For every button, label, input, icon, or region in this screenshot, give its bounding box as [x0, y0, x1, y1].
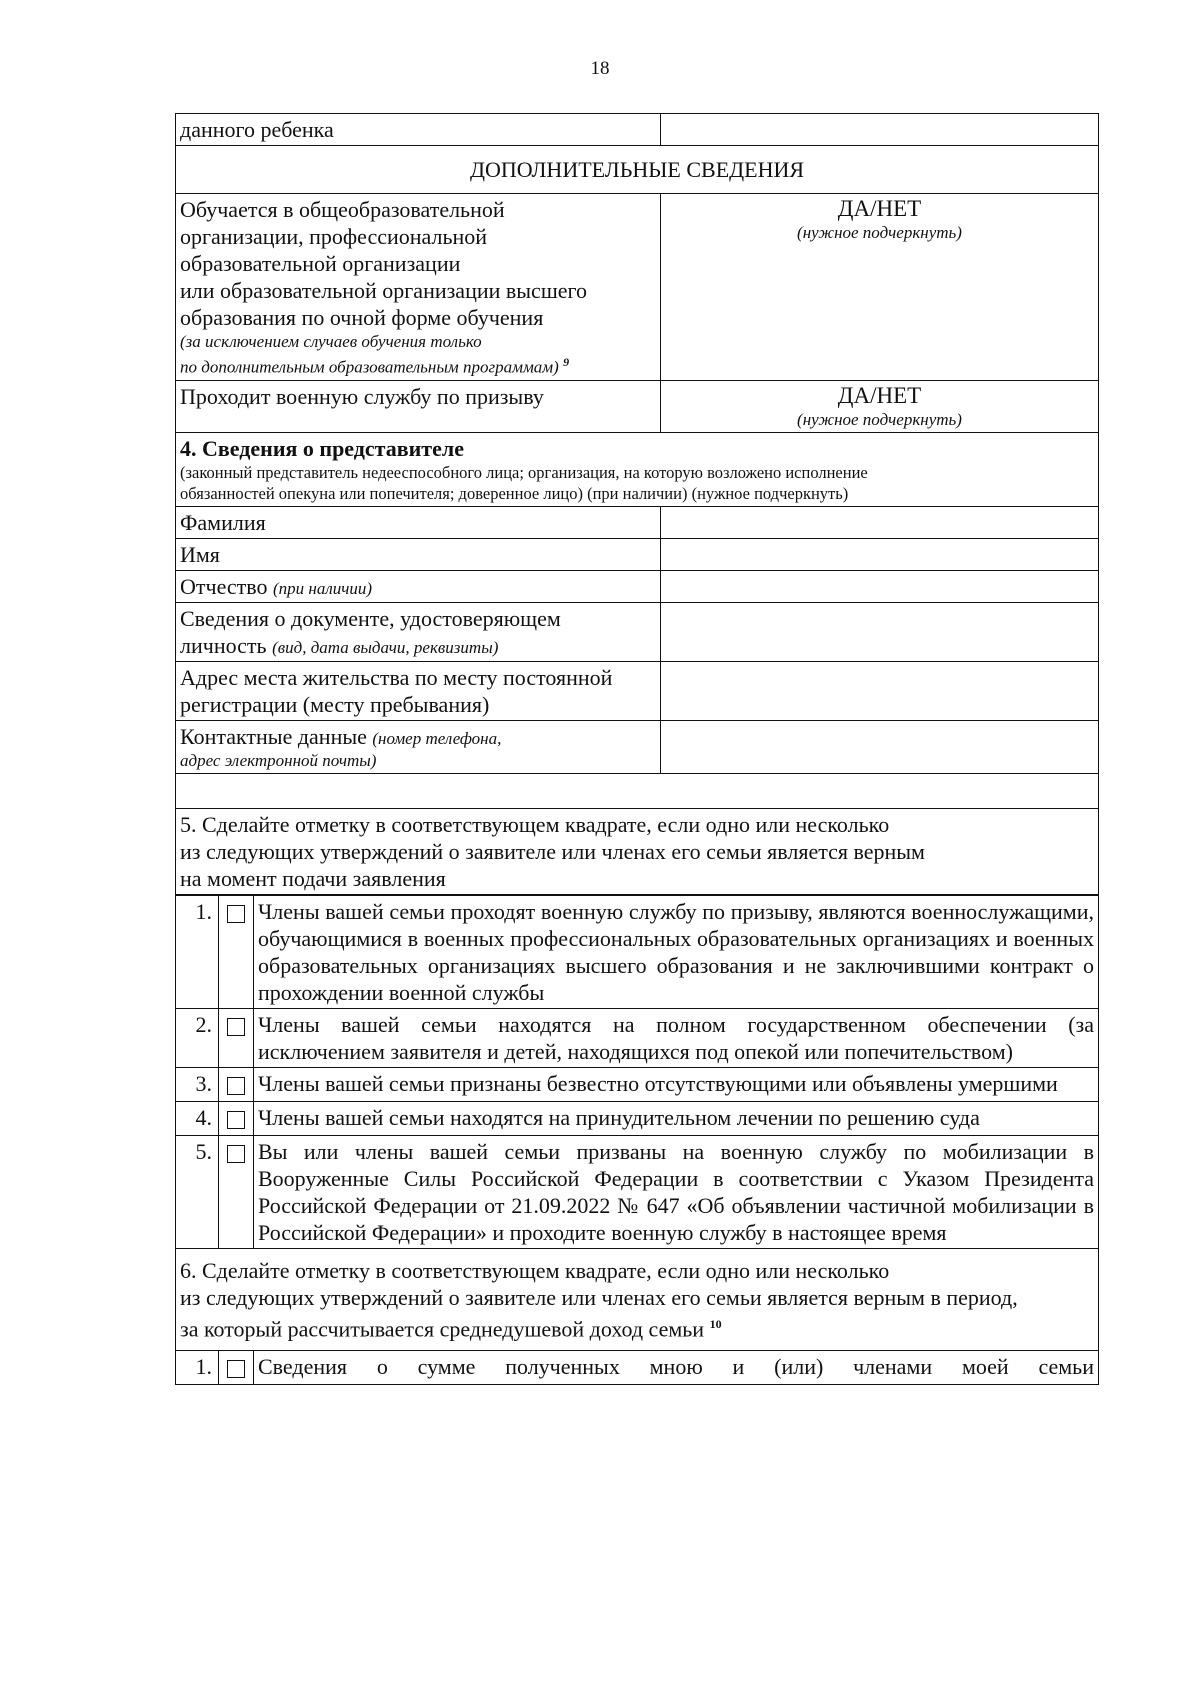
empty-row [176, 773, 1099, 808]
item-text: Члены вашей семьи признаны безвестно отсутствующими или объявлены умершими [254, 1067, 1099, 1101]
section6-intro-text: за который рассчитывается среднедушевой доход семьи [180, 1315, 705, 1341]
item-number: 1. [176, 1350, 219, 1384]
document-row [176, 602, 1099, 661]
form-table-top [175, 113, 1099, 895]
section5-item [176, 1067, 1099, 1101]
military-choice-note: (нужное подчеркнуть) [797, 409, 962, 429]
section6-intro-line: из следующих утверждений о заявителе или членах его семьи является верным в период, [180, 1284, 1018, 1310]
section5-intro-line: 5. Сделайте отметку в соответствующем квадрате, если одно или несколько [180, 811, 890, 837]
section6-intro-line: 6. Сделайте отметку в соответствующем квадрате, если одно или несколько [180, 1257, 890, 1283]
contacts-text: Контактные данные [180, 723, 367, 749]
section6-intro [176, 1248, 1099, 1350]
study-line: образовательной организации [180, 251, 461, 276]
military-choice[interactable]: ДА/НЕТ [837, 382, 922, 408]
representative-header [176, 432, 1099, 506]
patronymic-row [176, 570, 1099, 602]
representative-subtitle-cont: обязанностей опекуна или попечителя; доверенное лицо) (при наличии) (нужное подчеркнуть) [180, 483, 849, 503]
study-line: организации, профессиональной [180, 224, 488, 249]
section5-item [176, 1101, 1099, 1135]
item-checkbox-cell [219, 1008, 254, 1067]
item-text: Члены вашей семьи находятся на полном государственном обеспечении (за исключением заявителя и детей, находящихся под опекой или попечительством) [254, 1008, 1099, 1067]
contacts-row [176, 720, 1099, 773]
patronymic-label [176, 570, 661, 602]
address-line-2: регистрации (месту пребывания) [180, 691, 490, 717]
surname-row [176, 506, 1099, 538]
item-text: Вы или члены вашей семьи призваны на военную службу по мобилизации в Вооруженные Силы Российской Федерации в соответствии с Указом Президента Российской Федерации от 21.09.2022 № 647 «Об объявлении частичной мобилизации в Российской Федерации» и проходите военную службу в настоящее время [254, 1135, 1099, 1248]
patronymic-field[interactable] [661, 570, 1099, 602]
section5-item [176, 1135, 1099, 1248]
child-value[interactable] [661, 114, 1099, 146]
address-field[interactable] [661, 661, 1099, 720]
item-text: Члены вашей семьи проходят военную службу по призыву, являются военнослужащими, обучающимися в военных профессиональных образовательных организациях и военных образовательных организациях высшего образования и не заключившими контракт о прохождении военной службы [254, 895, 1099, 1008]
study-line: Обучается в общеобразовательной [180, 197, 505, 222]
patronymic-note: (при наличии) [273, 578, 373, 598]
section6-intro-line-3 [180, 1311, 1094, 1342]
section5-items [175, 895, 1099, 1385]
study-note-cont [180, 352, 656, 378]
document-line: Сведения о документе, удостоверяющем [180, 605, 561, 631]
representative-subtitle: (законный представитель недееспособного лица; организация, на которую возложено исполнение [180, 462, 868, 482]
checkbox[interactable] [227, 905, 245, 923]
address-row [176, 661, 1099, 720]
item-number: 1. [176, 895, 219, 1008]
military-label: Проходит военную службу по призыву [176, 380, 661, 432]
study-row [176, 194, 1099, 381]
section6-item [176, 1350, 1099, 1384]
study-label [176, 194, 661, 381]
checkbox[interactable] [227, 1077, 245, 1095]
contacts-field[interactable] [661, 720, 1099, 773]
study-choice-note: (нужное подчеркнуть) [797, 223, 962, 242]
military-row [176, 380, 1099, 432]
document-note: (вид, дата выдачи, реквизиты) [272, 637, 499, 657]
contacts-label [176, 720, 661, 773]
section5-intro-line: из следующих утверждений о заявителе или членах его семьи является верным [180, 838, 925, 864]
item-checkbox-cell [219, 1101, 254, 1135]
child-label: данного ребенка [176, 114, 661, 146]
section6-intro-row [176, 1248, 1099, 1350]
checkbox[interactable] [227, 1018, 245, 1036]
document-line-2 [180, 632, 656, 659]
item-checkbox-cell [219, 1350, 254, 1384]
name-label: Имя [176, 538, 661, 570]
footnote-9: 9 [563, 355, 570, 369]
item-checkbox-cell [219, 1067, 254, 1101]
study-note-text: по дополнительным образовательным программам) [180, 357, 559, 377]
additional-heading: ДОПОЛНИТЕЛЬНЫЕ СВЕДЕНИЯ [176, 146, 1099, 194]
checkbox[interactable] [227, 1111, 245, 1129]
application-form [175, 113, 1099, 1385]
contacts-note: (номер телефона, [372, 728, 502, 748]
additional-heading-row [176, 146, 1099, 194]
address-line: Адрес места жительства по месту постоянной [180, 664, 613, 690]
checkbox[interactable] [227, 1360, 245, 1378]
item-checkbox-cell [219, 1135, 254, 1248]
child-row [176, 114, 1099, 146]
item-text: Члены вашей семьи находятся на принудительном лечении по решению суда [254, 1101, 1099, 1135]
surname-field[interactable] [661, 506, 1099, 538]
item-checkbox-cell [219, 895, 254, 1008]
document-label [176, 602, 661, 661]
patronymic-text: Отчество [180, 573, 268, 599]
document-field[interactable] [661, 602, 1099, 661]
representative-title: 4. Сведения о представителе [180, 435, 464, 461]
item-number: 3. [176, 1067, 219, 1101]
footnote-10: 10 [709, 1316, 722, 1331]
study-choice[interactable]: ДА/НЕТ [837, 196, 922, 221]
name-row [176, 538, 1099, 570]
study-note: (за исключением случаев обучения только [180, 332, 482, 351]
item-number: 5. [176, 1135, 219, 1248]
study-line: образования по очной форме обучения [180, 305, 544, 330]
item-text: Сведения о сумме полученных мною и (или) членами моей семьи [254, 1350, 1099, 1384]
section5-item [176, 895, 1099, 1008]
study-line: или образовательной организации высшего [180, 278, 587, 303]
name-field[interactable] [661, 538, 1099, 570]
section5-intro-row [176, 808, 1099, 894]
section5-intro-line: на момент подачи заявления [180, 865, 446, 891]
contacts-line [180, 723, 656, 750]
page-number: 18 [590, 58, 610, 79]
document-text: личность [180, 632, 267, 658]
item-number: 4. [176, 1101, 219, 1135]
contacts-note-2: адрес электронной почты) [180, 750, 377, 770]
military-choice-cell[interactable] [661, 380, 1099, 432]
representative-header-row [176, 432, 1099, 506]
surname-label: Фамилия [176, 506, 661, 538]
section5-item [176, 1008, 1099, 1067]
address-label [176, 661, 661, 720]
checkbox[interactable] [227, 1145, 245, 1163]
item-number: 2. [176, 1008, 219, 1067]
study-choice-cell[interactable] [661, 194, 1099, 381]
empty-cell [176, 773, 1099, 808]
section5-intro [176, 808, 1099, 894]
